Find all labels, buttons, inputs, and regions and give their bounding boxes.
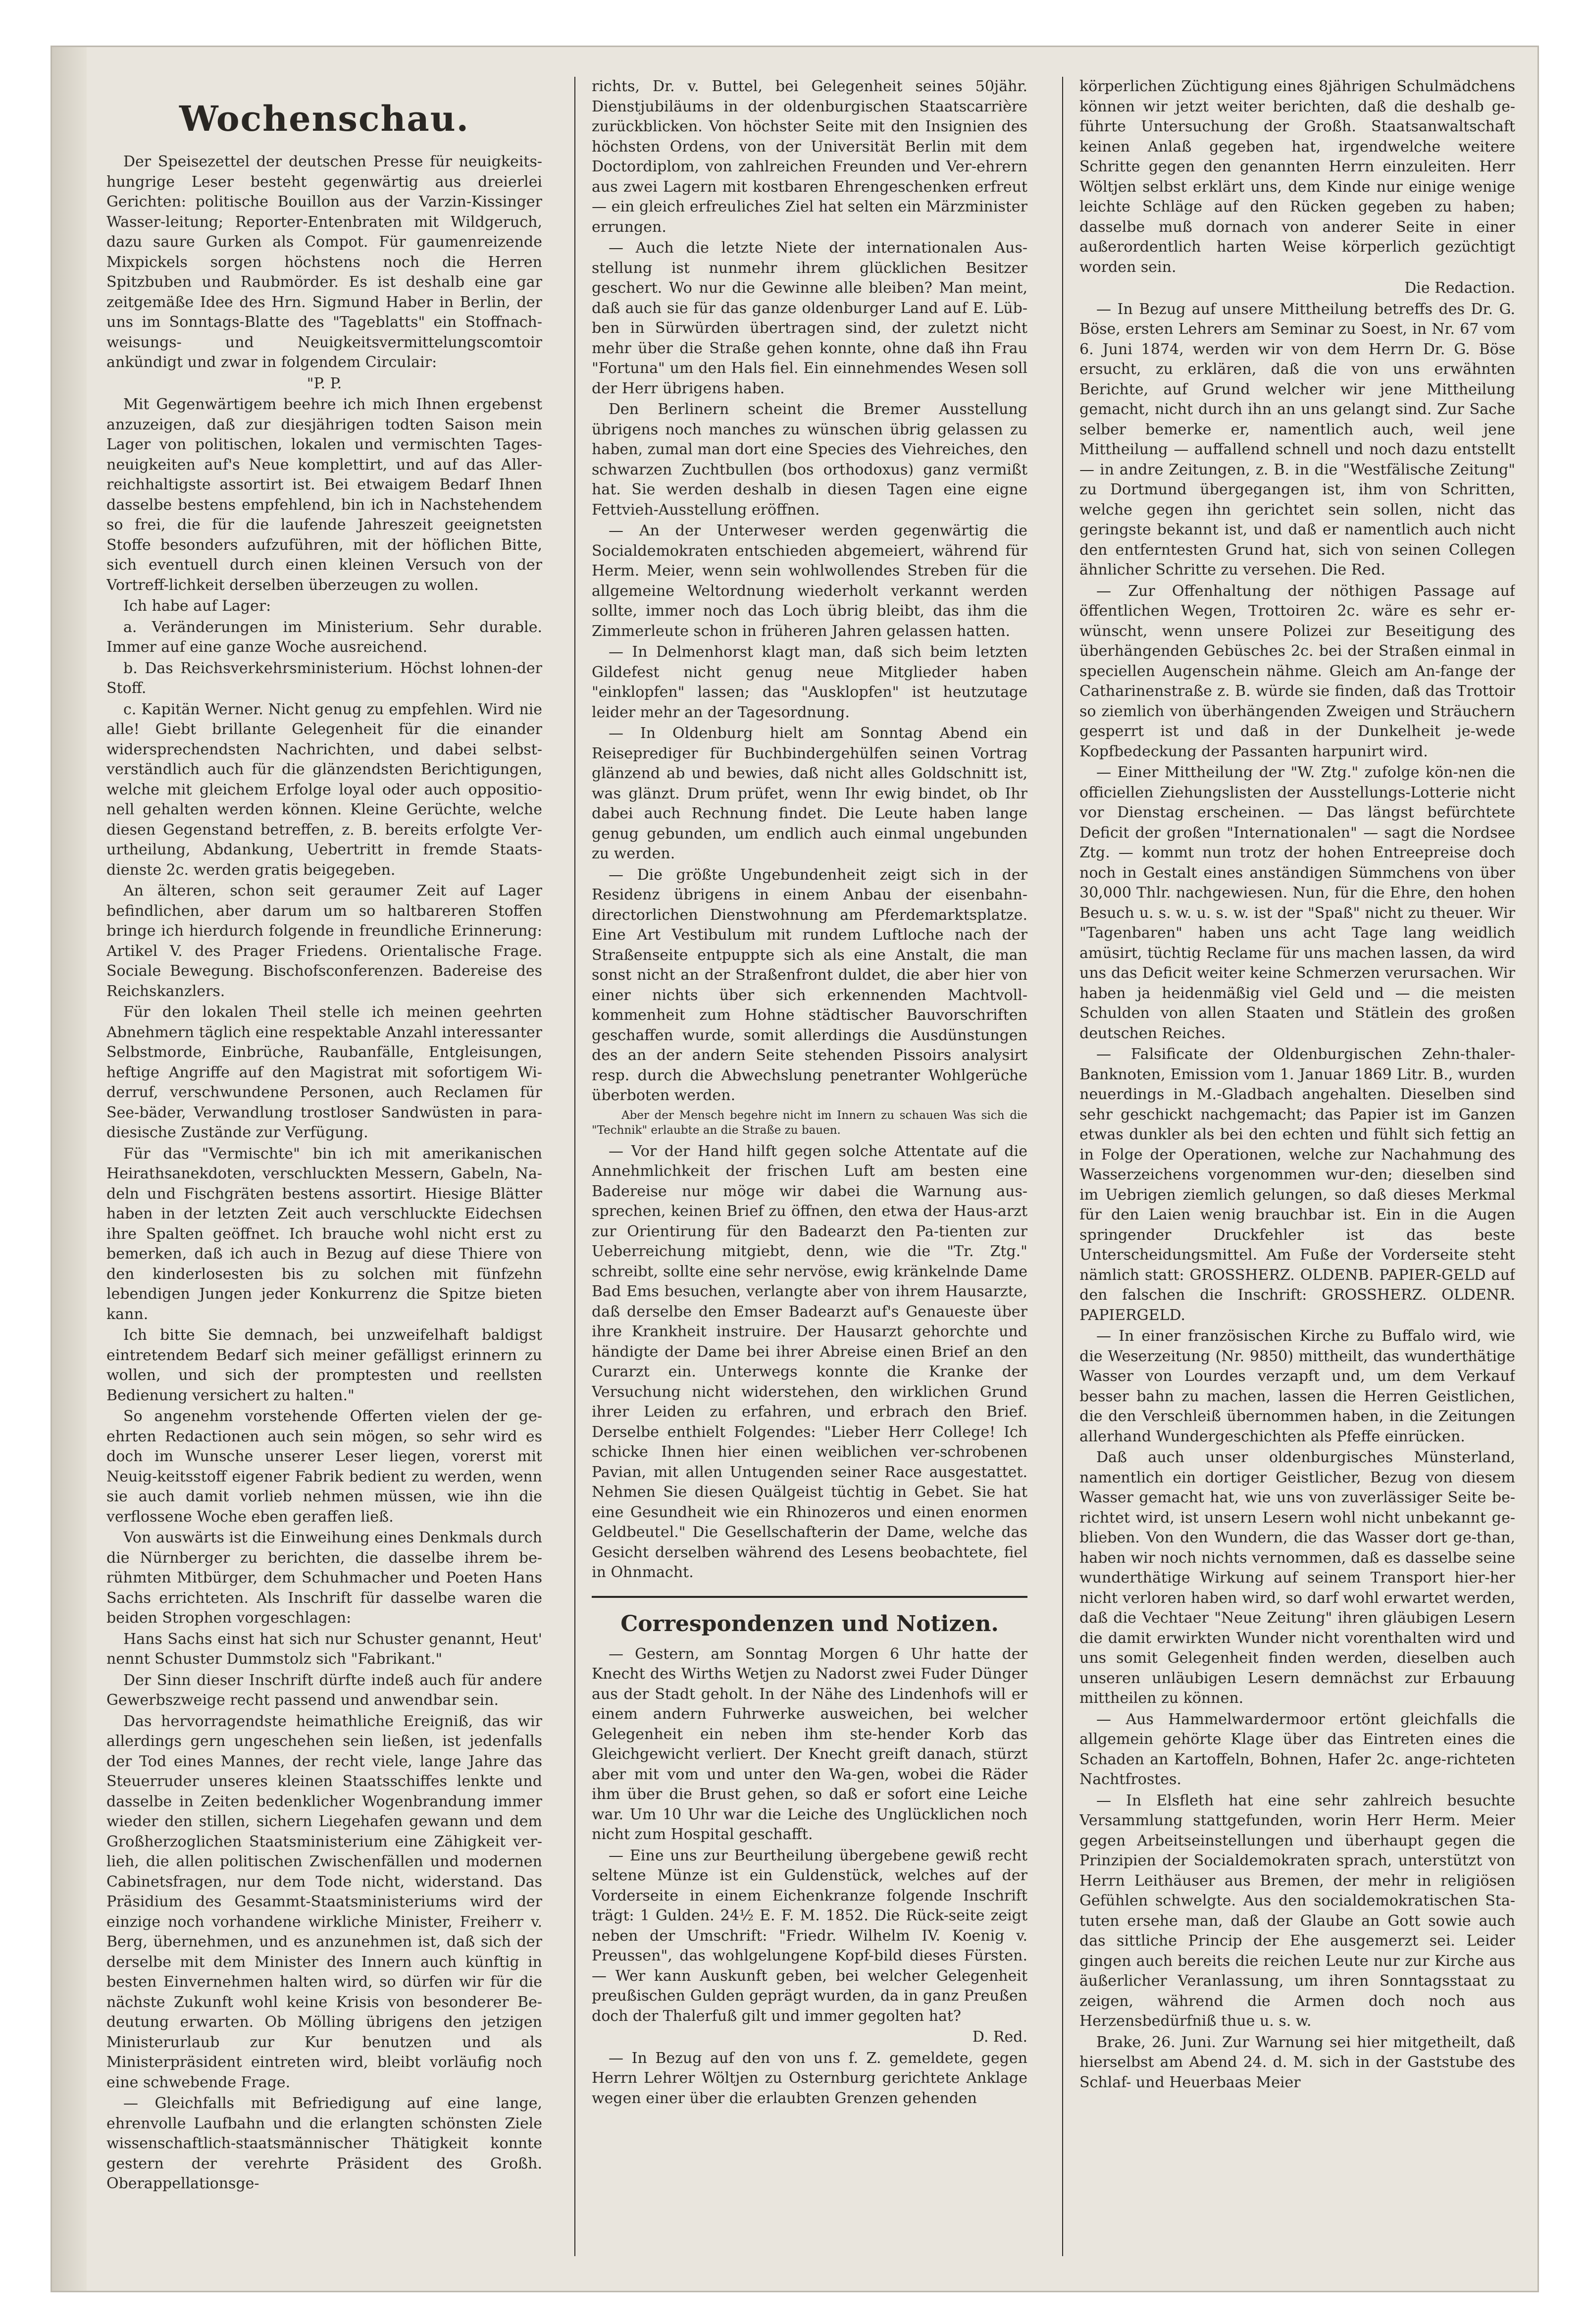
paragraph: Der Sinn dieser Inschrift dürfte indeß auch für andere Gewerbszweige recht passend und anwendbar sein.: [106, 1671, 542, 1709]
paragraph: — In Bezug auf unsere Mittheilung betreffs des Dr. G. Böse, ersten Lehrers am Seminar zu Soest, in Nr. 67 vom 6. Juni 1874, werden wir von dem Herrn Dr. G. Böse ersucht, zu erklären, daß die von uns erwähnten Berichte, auf Grund welcher wir jene Mittheilung gemacht, nicht durch ihn an uns gelangt sind. Zur Sache selber bemerke er, namentlich auch, weil jene Mittheilung — auffallend schnell und noch dazu entstellt — in andre Zeitungen, z. B. in die "Westfälische Zeitung" zu Dortmund übergegangen ist, ihm von Schritten, welche gegen ihn gerichtet sein sollen, nicht das geringste bekannt ist, und daß er namentlich auch nicht den entferntesten Grund hat, sich von seinen Collegen ähnlicher Schritte zu versehen. Die Red.: [1079, 300, 1515, 579]
paragraph: Ich habe auf Lager:: [123, 597, 271, 615]
column-1: [106, 77, 542, 2266]
column-divider: [1062, 77, 1063, 2256]
paragraph: Mit Gegenwärtigem beehre ich mich Ihnen ergebenst anzuzeigen, daß zur diesjährigen todten Saison mein Lager von politischen, lokalen und vermischten Tages-neuigkeiten auf's Neue komplettirt, und auf das Aller-reichhaltigste assortirt ist. Bei etwaigem Bedarf Ihnen dasselbe bestens empfehlend, bin ich in Nachstehendem so frei, die für die laufende Jahreszeit geeignetsten Stoffe besonders aufzuführen, mit der höflichen Bitte, sich eventuell durch einen kleinen Versuch von der Vortreff-lichkeit derselben überzeugen zu wollen.: [106, 396, 542, 594]
paragraph: Von auswärts ist die Einweihung eines Denkmals durch die Nürnberger zu berichten, die dasselbe ihrem be-rühmten Mitbürger, dem Schuhmacher und Poeten Hans Sachs errichteten. Als Inschrift für dasselbe waren die beiden Strophen vorgeschlagen:: [106, 1529, 542, 1627]
paragraph: So angenehm vorstehende Offerten vielen der ge-ehrten Redactionen auch sein mögen, so sehr wird es doch im Wunsche unserer Leser liegen, vorerst mit Neuig-keitsstoff eigener Fabrik bedient zu werden, wenn sie auch damit vorlieb nehmen müssen, wie ihn die verflossene Woche eben geraffen ließ.: [106, 1408, 542, 1526]
column-divider: [574, 77, 575, 2256]
paragraph: — An der Unterweser werden gegenwärtig die Socialdemokraten entschieden abgemeiert, während für Herm. Meier, wenn sein wohlwollendes Streben für die allgemeine Weltordnung wiederholt verkannt werden sollte, immer noch das Loch übrig bleibt, das ihm die Zimmerleute schon in früheren Jahren gelassen hatten.: [592, 522, 1027, 640]
paragraph: Brake, 26. Juni. Zur Warnung sei hier mitgetheilt, daß hierselbst am Abend 24. d. M. sich in der Gaststube des Schlaf- und Heuerbaas Meier: [1079, 2033, 1515, 2091]
paragraph: — Die größte Ungebundenheit zeigt sich in der Residenz übrigens in einem Anbau der eisenbahn-directorlichen Dienstwohnung am Pferdemarktsplatze. Eine Art Vestibulum mit rundem Luftloche nach der Straßenseite entpuppte sich als eine Anstalt, die man sonst nicht an der Straßenfront duldet, die aber hier von einer nichts über sich erkennenden Machtvoll-kommenheit zum Hohne städtischer Bauvorschriften geschaffen wurde, somit allerdings die Ausdünstungen des an der andern Seite stehenden Pissoirs analysirt resp. durch die Abwechslung penetranter Wohlgerüche überboten werden.: [592, 866, 1027, 1104]
newspaper-page: [52, 47, 1537, 2291]
paragraph: Das hervorragendste heimathliche Ereigniß, das wir allerdings gern ungeschehen sein ließen, ist jedenfalls der Tod eines Mannes, der recht viele, lange Jahre das Steuerruder unseres kleinen Staatsschiffes lenkte und dasselbe in Zeiten bedenklicher Wogenbrandung immer wieder den stillen, sichern Liegehafen gewann und dem Großherzoglichen Staatsministerium eine Zähigkeit ver-lieh, die allen politischen Zwischenfällen und modernen Cabinetsfragen, nur dem Tode nicht, widerstand. Das Präsidium des Gesammt-Staatsministeriums wird der einzige noch vorhandene wirkliche Minister, Freiherr v. Berg, übernehmen, und es anzunehmen ist, daß sich der derselbe mit dem Minister des Innern auch künftig in besten Einvernehmen halten wird, so dürfen wir für die nächste Zukunft wohl keine Krisis von besonderer Be-deutung erwarten. Ob Mölling übrigens den jetzigen Ministerurlaub zur Kur benutzen und als Ministerpräsident eintreten wird, bleibt vorläufig noch eine schwebende Frage.: [106, 1712, 542, 2091]
paragraph: c. Kapitän Werner. Nicht genug zu empfehlen. Wird nie alle! Giebt brillante Gelegenheit für die einander widersprechendsten Nachrichten, und dabei selbst-verständlich auch für die glänzendsten Berichtigungen, welche mit gleichem Erfolge loyal oder auch oppositio-nell gehalten werden können. Kleine Gerüchte, welche diesen Gegenstand betreffen, z. B. bereits erfolgte Ver-urtheilung, Abdankung, Uebertritt in fremde Staats-dienste 2c. werden gratis beigegeben.: [106, 700, 542, 879]
paragraph: b. Das Reichsverkehrsministerium. Höchst lohnen-der Stoff.: [106, 659, 542, 697]
paragraph: Für den lokalen Theil stelle ich meinen geehrten Abnehmern täglich eine respektable Anzahl interessanter Selbstmorde, Einbrüche, Raubanfälle, Entgleisungen, heftige Angriffe auf den Magistrat mit sofortigem Wi-derruf, verschwundene Personen, auch Reclamen für See-bäder, Verwandlung trostloser Sandwüsten in para-diesische Zustände zur Verfügung.: [106, 1004, 542, 1141]
paragraph: — In Bezug auf den von uns f. Z. gemeldete, gegen Herrn Lehrer Wöltjen zu Osternburg gerichtete Anklage wegen einer über die erlaubten Grenzen gehenden: [592, 2049, 1027, 2107]
paragraph: Der Speisezettel der deutschen Presse für neuigkeits-hungrige Leser besteht gegenwärtig aus dreierlei Gerichten: politische Bouillon aus der Varzin-Kissinger Wasser-leitung; Reporter-Entenbraten mit Wildgeruch, dazu saure Gurken als Compot. Für gaumenreizende Mixpickels sorgen höchstens noch die Herren Spitzbuben und Raubmörder. Es ist deshalb eine gar zeitgemäße Idee des Hrn. Sigmund Haber in Berlin, der uns im Sonntags-Blatte des "Tageblatts" ein Stoffnach-weisungs- und Neuigkeitsvermittelungscomtoir ankündigt und zwar in folgendem Circulair:: [106, 153, 542, 371]
paragraph: — Auch die letzte Niete der internationalen Aus-stellung ist nunmehr ihrem glücklichen Besitzer geschert. Wo nur die Gewinne alle bleiben? Man meint, daß auch sie für das ganze oldenburger Land auf E. Lüb-ben in Sürwürden übertragen sind, der zuletzt nicht mehr über die Straße gehen konnte, ohne daß ihn Frau "Fortuna" um den Hals fiel. Ein einnehmendes Wesen soll der Herr übrigens haben.: [592, 239, 1027, 397]
column-2: [592, 77, 1027, 2266]
column-3: [1079, 77, 1515, 2266]
paragraph: Für das "Vermischte" bin ich mit amerikanischen Heirathsanekdoten, verschluckten Messern, Gabeln, Na-deln und Fischgräten bestens assortirt. Hiesige Blätter haben in der letzten Zeit auch verschluckte Eidechsen ihre Spalten geöffnet. Ich brauche wohl nicht erst zu bemerken, daß ich auch in Bezug auf diese Thiere von den kinderlosesten bis zu solchen mit fünfzehn lebendigen Jungen jeder Konkurrenz die Spitze bieten kann.: [106, 1145, 542, 1323]
paragraph: Den Berlinern scheint die Bremer Ausstellung übrigens noch manches zu wünschen übrig gelassen zu haben, zumal man dort eine Species des Viehreiches, den schwarzen Zuchtbullen (bos orthodoxus) ganz vermißt hat. Sie werden deshalb in diesen Tagen eine eigne Fettvieh-Ausstellung eröffnen.: [592, 401, 1027, 519]
paragraph: — Falsificate der Oldenburgischen Zehn-thaler-Banknoten, Emission vom 1. Januar 1869 Litr. B., wurden neuerdings in M.-Gladbach angehalten. Dieselben sind sehr geschickt nachgemacht; das Papier ist im Ganzen etwas dunkler als bei den echten und fühlt sich fettig an in Folge der Operationen, welche zur Nachahmung des Wasserzeichens vorgenommen wur-den; dieselben sind im Uebrigen ziemlich gelungen, so daß dieses Merkmal für den Laien wenig brauchbar ist. Ein in die Augen springender Druckfehler ist das beste Unterscheidungsmittel. Am Fuße der Vorderseite steht nämlich statt: GROSSHERZ. OLDENB. PAPIER-GELD auf den falschen die Inschrift: GROSSHERZ. OLDENR. PAPIERGELD.: [1079, 1046, 1515, 1324]
paragraph: — In Elsfleth hat eine sehr zahlreich besuchte Versammlung stattgefunden, worin Herr Herm. Meier gegen Arbeitseinstellungen und überhaupt gegen die Prinzipien der Socialdemokraten sprach, unterstützt von Herrn Leithäuser aus Bremen, der mehr in religiösen Gefühlen schwelgte. Aus den socialdemokratischen Sta-tuten ersehe man, daß der Glaube an Gott sowie auch das sittliche Princip der Ehe ausgemerzt sei. Leider gingen auch bereits die reichen Leute nur zur Kirche aus äußerlicher Veranlassung, um ihren Sonntagsstaat zu zeigen, während die Armen doch noch aus Herzensbedürfniß thue u. s. w.: [1079, 1792, 1515, 2030]
paragraph: — Gestern, am Sonntag Morgen 6 Uhr hatte der Knecht des Wirths Wetjen zu Nadorst zwei Fuder Dünger aus der Stadt geholt. In der Nähe des Lindenhofs will er einem andern Fuhrwerke ausweichen, bei welcher Gelegenheit ein neben ihm ste-hender Korb das Gleichgewicht verliert. Der Knecht greift danach, stürzt aber mit vom und unter den Wa-gen, wobei die Räder ihm über die Brust gehen, so daß er sofort eine Leiche war. Um 10 Uhr war die Leiche des Unglücklichen noch nicht zum Hospital geschafft.: [592, 1645, 1027, 1843]
paragraph: An älteren, schon seit geraumer Zeit auf Lager befindlichen, aber darum um so haltbareren Stoffen bringe ich hierdurch folgende in freundliche Erinnerung: Artikel V. des Prager Friedens. Orientalische Frage. Sociale Bewegung. Bischofsconferenzen. Badereise des Reichskanzlers.: [106, 882, 542, 1000]
paragraph: Daß auch unser oldenburgisches Münsterland, namentlich ein dortiger Geistlicher, Bezug von diesem Wasser gemacht hat, wie uns von zuverlässiger Seite be-richtet wird, ist unsern Lesern wohl nicht unbekannt ge-blieben. Von den Wundern, die das Wasser dort ge-than, haben wir noch nichts vernommen, daß es dasselbe seine wunderthätige Wirkung auf seinem Transport hier-her nicht verloren haben wird, so darf wohl erwartet werden, daß die Vechtaer "Neue Zeitung" ihren gläubigen Lesern die damit erwirkten Wunder nicht vorenthalten wird und uns somit Gelegenheit finden werden, dieselben auch unseren unläubigen Lesern demnächst zur Erbauung mittheilen zu können.: [1079, 1449, 1515, 1707]
page-binding-edge: [52, 47, 87, 2291]
letter-salutation: "P. P.: [307, 374, 342, 392]
paragraph: — In Oldenburg hielt am Sonntag Abend ein Reiseprediger für Buchbindergehülfen seinen Vortrag glänzend ab und bewies, daß nicht alles Goldschnitt ist, was glänzt. Drum prüfet, wenn Ihr ewig bindet, ob Ihr dabei auch Rechnung findet. Die Leute haben lange genug gebunden, um endlich auch einmal ungebunden zu werden.: [592, 725, 1027, 862]
paragraph: — Zur Offenhaltung der nöthigen Passage auf öffentlichen Wegen, Trottoiren 2c. wäre es sehr er-wünscht, wenn unsere Polizei zur Beseitigung des überhängenden Gebüsches 2c. bei der Straßen einmal in speciellen Augenschein nähme. Gleich am An-fange der Catharinenstraße z. B. würde sie finden, daß das Trottoir so ziemlich von überhängenden Zweigen und Sträuchern gesperrt ist und daß in der Dunkelheit je-wede Kopfbedeckung der Passanten harpunirt wird.: [1079, 582, 1515, 760]
page-title: Wochenschau.: [179, 98, 470, 139]
section-rule: [592, 1596, 1027, 1598]
paragraph: — In einer französischen Kirche zu Buffalo wird, wie die Weserzeitung (Nr. 9850) mittheilt, das wunderthätige Wasser von Lourdes verzapft und, um dem Verkauf besser bahn zu machen, lassen die Herren Geistlichen, die den Verschleiß übernommen haben, in die Zeitungen allerhand Wundergeschichten als Pfeffe einrücken.: [1079, 1327, 1515, 1445]
paragraph: — Einer Mittheilung der "W. Ztg." zufolge kön-nen die officiellen Ziehungslisten der Ausstellungs-Lotterie nicht vor Dienstag erscheinen. — Das längst befürchtete Deficit der großen "Internationalen" — sagt die Nordsee Ztg. — kommt nun trotz der hohen Entreepreise doch noch in Gestalt eines anständigen Sümmchens von über 30,000 Thlr. nachgewiesen. Nun, für die Ehre, den hohen Besuch u. s. w. u. s. w. ist der "Spaß" nicht zu theuer. Wir "Tagenbaren" haben uns acht Tage lang weidlich amüsirt, tüchtig Reclame für uns machen lassen, da wird uns das Deficit weiter keine Schmerzen verursachen. Wir haben ja heidenmäßig viel Geld und — die meisten Schulden von allen Staaten und Stätlein des großen deutschen Reiches.: [1079, 764, 1515, 1042]
paragraph: körperlichen Züchtigung eines 8jährigen Schulmädchens können wir jetzt weiter berichten, daß die deshalb ge-führte Untersuchung der Großh. Staatsanwaltschaft keinen Anlaß gegeben hat, irgendwelche weitere Schritte gegen den genannten Herrn einzuleiten. Herr Wöltjen selbst erklärt uns, dem Kinde nur einige wenige leichte Schläge auf den Rücken gegeben zu haben; dasselbe muß dornach von anderer Seite in einer außerordentlich harten Weise körperlich gezüchtigt worden sein.: [1079, 78, 1515, 276]
paragraph: — Gleichfalls mit Befriedigung auf eine lange, ehrenvolle Laufbahn und die erlangten schönsten Ziele wissenschaftlich-staatsmännischer Thätigkeit konnte gestern der verehrte Präsident des Großh. Oberappellationsge-: [106, 2095, 542, 2192]
verse-quote: Aber der Mensch begehre nicht im Innern zu schauen Was sich die "Technik" erlaubte an die Straße zu bauen.: [592, 1109, 1027, 1137]
paragraph: Ich bitte Sie demnach, bei unzweifelhaft baldigst eintretendem Bedarf sich meiner gefälligst erinnern zu wollen, und sich der promptesten und reellsten Bedienung versichert zu halten.": [106, 1326, 542, 1404]
section-heading: Correspondenzen und Notizen.: [620, 1611, 999, 1637]
signature: Die Redaction.: [1404, 279, 1515, 297]
paragraph: — Aus Hammelwardermoor ertönt gleichfalls die allgemein gehörte Klage über das Eintreten eines die Schaden an Kartoffeln, Bohnen, Hafer 2c. ange-richteten Nachtfrostes.: [1079, 1710, 1515, 1788]
paragraph: — Eine uns zur Beurtheilung übergebene gewiß recht seltene Münze ist ein Guldenstück, welches auf der Vorderseite in einem Eichenkranze folgende Inschrift trägt: 1 Gulden. 24½ E. F. M. 1852. Die Rück-seite zeigt neben der Umschrift: "Friedr. Wilhelm IV. Koenig v. Preussen", das wohlgelungene Kopf-bild dieses Fürsten. — Wer kann Auskunft geben, bei welcher Gelegenheit preußischen Gulden geprägt wurden, da in ganz Preußen doch der Thalerfuß gilt und immer gegolten hat?: [592, 1847, 1027, 2025]
paragraph: — In Delmenhorst klagt man, daß sich beim letzten Gildefest nicht genug neue Mitglieder haben "einklopfen" lassen; das "Ausklopfen" ist heutzutage leider mehr an der Tagesordnung.: [592, 643, 1027, 721]
verse: Hans Sachs einst hat sich nur Schuster genannt, Heut' nennt Schuster Dummstolz sich "Fabrikant.": [106, 1630, 542, 1668]
paragraph: — Vor der Hand hilft gegen solche Attentate auf die Annehmlichkeit der frischen Luft am besten eine Badereise nur möge wir dabei die Warnung aus-sprechen, keinen Brief zu öffnen, den etwa der Haus-arzt zur Orientirung für den Badearzt den Pa-tienten zur Ueberreichung mitgiebt, denn, wie die "Tr. Ztg." schreibt, sollte eine sehr nervöse, ewig kränkelnde Dame Bad Ems besuchen, verlangte aber von ihrem Hausarzte, daß derselbe den Emser Badearzt auf's Genaueste über ihre Krankheit instruire. Der Hausarzt gehorchte und händigte der Dame bei ihrer Abreise einen Brief an den Curarzt ein. Unterwegs konnte die Kranke der Versuchung nicht widerstehen, den wirklichen Grund ihrer Leiden zu erfahren, und erbrach den Brief. Derselbe enthielt Folgendes: "Lieber Herr College! Ich schicke Ihnen hier einen weiblichen ver-schrobenen Pavian, mit allen Untugenden seiner Race ausgestattet. Nehmen Sie diesen Quälgeist tüchtig in Gebet. Sie hat eine Gesundheit wie ein Rhinozeros und einen enormen Geldbeutel." Die Gesellschafterin der Dame, welche das Gesicht derselben während des Lesens beobachtete, fiel in Ohnmacht.: [592, 1142, 1027, 1581]
paragraph: richts, Dr. v. Buttel, bei Gelegenheit seines 50jähr. Dienstjubiläums in der oldenburgischen Staatscarrière zurückblicken. Von höchster Seite mit den Insignien des höchsten Ordens, von der Universität Berlin mit dem Doctordiplom, von zahlreichen Freunden und Ver-ehrern aus zwei Lagern mit kostbaren Ehrengeschenken erfreut — ein gleich erfreuliches Ziel hat selten ein Märzminister errungen.: [592, 78, 1027, 236]
signature: D. Red.: [972, 2028, 1027, 2046]
paragraph: a. Veränderungen im Ministerium. Sehr durable. Immer auf eine ganze Woche ausreichend.: [106, 618, 542, 656]
